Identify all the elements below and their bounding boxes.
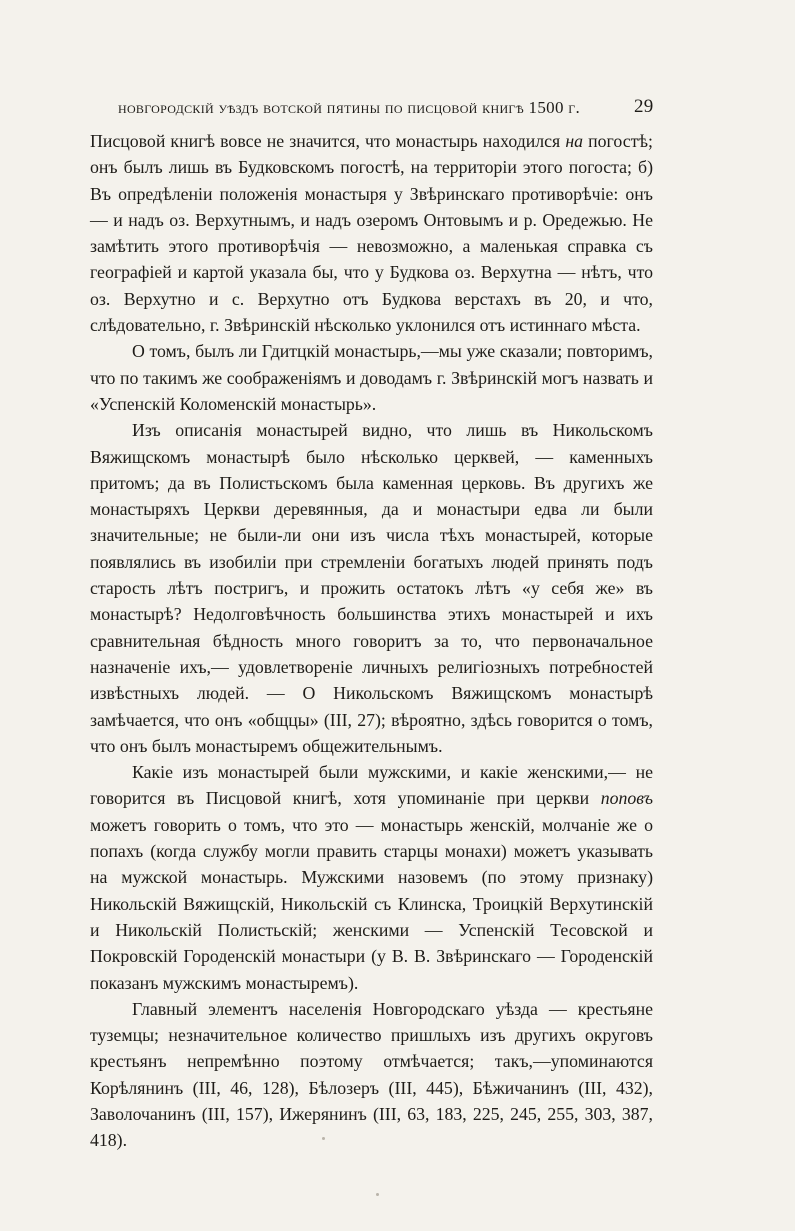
- paragraph-text: Писцовой книгѣ вовсе не значится, что монастырь находился: [90, 131, 566, 151]
- paragraph: [90, 338, 653, 417]
- paragraph-text: погостѣ; онъ былъ лишь въ Будковскомъ погостѣ, на территоріи этого погоста; б) Въ опредѣленіи положенія монастыря у Звѣринскаго противорѣчіе: онъ — и надъ оз. Верхутнымъ, и надъ озеромъ Онтовымъ и р. Оредежью. Не замѣтить этого противорѣчія — невозможно, а маленькая справка съ географіей и картой указала бы, что у Будкова оз. Верхутна — нѣтъ, что оз. Верхутно и с. Верхутно отъ Будкова верстахъ въ 20, и что, слѣдовательно, г. Звѣринскій нѣсколько уклонился отъ истиннаго мѣста.: [90, 131, 653, 336]
- paragraph: [90, 996, 653, 1154]
- page-number: 29: [634, 96, 654, 117]
- paragraph-text: можетъ говорить о томъ, что это — монастырь женскій, молчаніе же о попахъ (когда службу могли править старцы монахи) можетъ указывать на мужской монастырь. Мужскими назовемъ (по этому признаку) Никольскій Вяжищскій, Никольскій съ Клинска, Троицкій Верхутинскій и Никольскій Полистьскій; женскими — Успенскій Тесовской и Покровскій Городенскій монастыри (у В. В. Звѣринскаго — Городенскій показанъ мужскимъ монастыремъ).: [90, 814, 653, 993]
- paper-speck: [322, 1137, 325, 1140]
- running-title: новгородскій уѣздъ вотской пятины по писцовой книгѣ 1500 г.: [118, 98, 581, 117]
- italic-word: поповъ: [600, 788, 653, 809]
- paragraph: [90, 128, 653, 338]
- paragraph: [90, 417, 653, 759]
- italic-word: на: [565, 131, 584, 151]
- paragraph-text: Главный элементъ населенія Новгородскаго уѣзда — крестьяне туземцы; незначительное количество пришлыхъ изъ другихъ округовъ крестьянъ непремѣнно поэтому отмѣчается; такъ,—упоминаются Корѣлянинъ (III, 46, 128), Бѣлозеръ (III, 445), Бѣжичанинъ (III, 432), Заволочанинъ (III, 157), Ижерянинъ (III, 63, 183, 225, 245, 255, 303, 387, 418).: [90, 998, 653, 1151]
- paragraph-text: Изъ описанія монастырей видно, что лишь въ Никольскомъ Вяжищскомъ монастырѣ было нѣсколько церквей, — каменныхъ притомъ; да въ Полистьскомъ была каменная церковь. Въ другихъ же монастыряхъ Церкви деревянныя, да и монастыри едва ли были значительные; не были-ли они изъ числа тѣхъ монастырей, которые появлялись въ изобиліи при стремленіи богатыхъ людей принять подъ старость лѣтъ постригъ, и прожить остатокъ лѣтъ «у себя же» въ монастырѣ? Недолговѣчность большинства этихъ монастырей и ихъ сравнительная бѣдность много говоритъ за то, что первоначальное назначеніе ихъ,— удовлетвореніе личныхъ религіозныхъ потребностей извѣстныхъ людей. — О Никольскомъ Вяжищскомъ монастырѣ замѣчается, что онъ «общцы» (III, 27); вѣроятно, здѣсь говорится о томъ, что онъ былъ монастыремъ общежительнымъ.: [90, 420, 653, 756]
- paragraph-text: О томъ, былъ ли Гдитцкій монастырь,—мы уже сказали; повторимъ, что по такимъ же соображеніямъ и доводамъ г. Звѣринскій могъ назвать и «Успенскій Коломенскій монастырь».: [90, 341, 653, 414]
- body-text: [90, 128, 653, 1154]
- paper-speck: [376, 1193, 379, 1196]
- paragraph: [90, 759, 653, 996]
- paragraph-text: Какіе изъ монастырей были мужскими, и какіе женскими,— не говорится въ Писцовой книгѣ, хотя упоминаніе при церкви: [90, 762, 653, 809]
